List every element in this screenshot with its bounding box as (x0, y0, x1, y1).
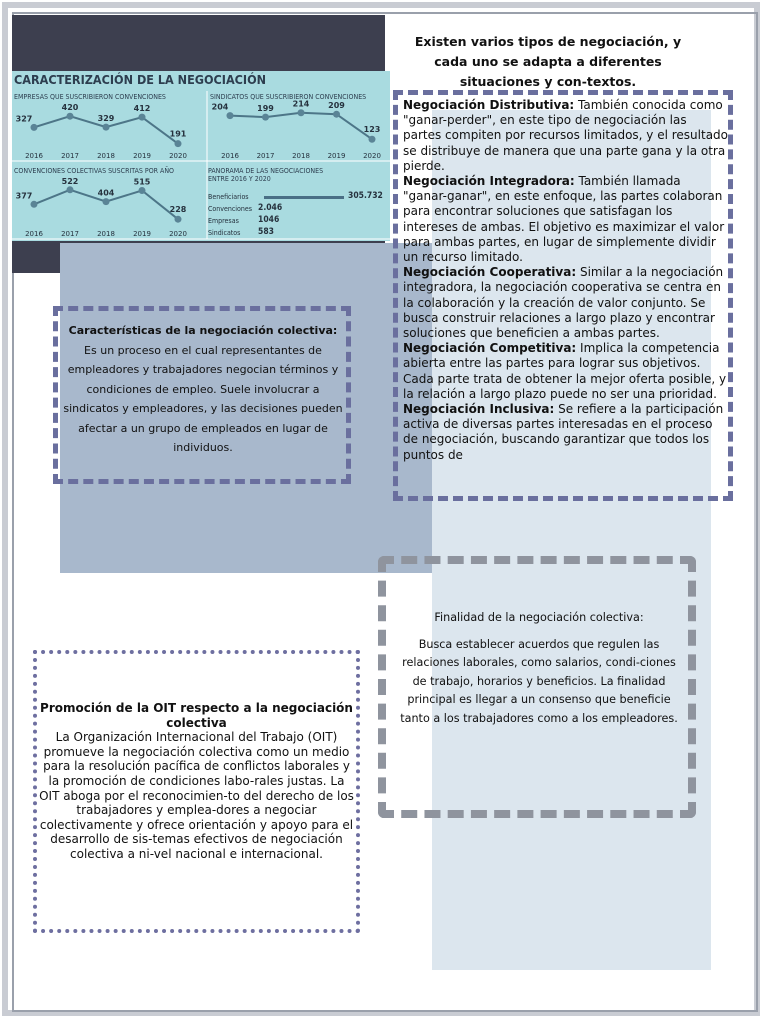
finalidad-content (394, 609, 684, 729)
infographic-title: CARACTERIZACIÓN DE LA NEGOCIACIÓN (14, 72, 267, 87)
year-tick-label: 2019 (133, 152, 151, 160)
data-label: 228 (169, 205, 187, 215)
year-tick-label: 2017 (61, 230, 79, 238)
promocion-box (33, 650, 360, 933)
data-point (175, 216, 182, 223)
negotiation-type-description: Implica la competencia abierta entre las partes para lograr sus objetivos. Cada parte trata de obtener la mejor oferta posible, y la relación a largo plazo puede no ser una prioridad. (403, 341, 727, 401)
negotiation-type-term: Negociación Integradora: (403, 174, 575, 189)
panorama-row-value: 1046 (258, 215, 280, 225)
year-tick-label: 2020 (169, 152, 187, 160)
infographic-charts (12, 71, 390, 241)
promocion-content (39, 701, 354, 862)
data-point (227, 112, 234, 119)
negotiation-type-term: Negociación Cooperativa: (403, 265, 577, 280)
data-label: 522 (61, 176, 79, 186)
data-label: 412 (133, 104, 151, 114)
data-label: 204 (211, 102, 229, 112)
data-point (31, 201, 38, 208)
convenciones-label: CONVENCIONES COLECTIVAS SUSCRITAS POR AÑO (14, 167, 175, 175)
negotiation-type-description: También conocida como "ganar-perder", en este tipo de negociación las partes compiten por recursos limitados, y el resultado se distribuye de manera que una parte gana y la otra pierde. (403, 98, 729, 173)
negotiation-types-text (403, 98, 728, 463)
panorama-row-label: Beneficiarios (208, 193, 249, 201)
data-point (31, 124, 38, 131)
data-label: 420 (61, 103, 79, 113)
year-tick-label: 2017 (256, 152, 275, 160)
data-point (369, 136, 376, 143)
promocion-body: La Organización Internacional del Trabajo (OIT) promueve la negociación colectiva como un medio para la resolución pacífica de conflictos laborales y la promoción de condiciones labo-rales justas. La OIT aboga por el reconocimien-to del derecho de los trabajadores y emplea-dores a negociar colectivamente y ofrece orientación y apoyo para el desarrollo de sis-temas efectivos de negociación colectiva a ni-vel nacional e internacional. (39, 730, 354, 861)
data-label: 123 (363, 125, 381, 135)
negotiation-type-description: Similar a la negociación integradora, la negociación cooperativa se centra en la colaboración y la creación de valor conjunto. Se busca construir relaciones a largo plazo y encontrar soluciones que beneficien a ambas partes. (403, 265, 724, 341)
data-point (262, 114, 269, 121)
panorama-row-label: Empresas (208, 217, 239, 225)
data-point (298, 109, 305, 116)
year-tick-label: 2020 (363, 152, 381, 160)
convenciones-chart (16, 177, 187, 238)
panorama-row-value: 583 (258, 227, 274, 237)
data-label: 327 (15, 114, 33, 124)
caracteristicas-body: Es un proceso en el cual representantes de empleadores y trabajadores negocian términos y condiciones de empleo. Suele involucrar a sindicatos y empleadores, y las decisiones pueden afectar a un grupo de empleados en lugar de individuos. (63, 343, 343, 454)
header-text: Existen varios tipos de negociación, y cada uno se adapta a diferentes situaciones y con-textos. (414, 34, 682, 89)
finalidad-title: Finalidad de la negociación colectiva: (434, 611, 644, 624)
negotiation-type-term: Negociación Competitiva: (403, 341, 577, 356)
infographic (12, 71, 390, 241)
panorama-bar (264, 196, 344, 199)
data-point (139, 187, 146, 194)
negotiation-type-description: También llamada "ganar-ganar", en este enfoque, las partes colaboran para encontrar soluciones que satisfagan los intereses de ambas. El objetivo es maximizar el valor para ambas partes, en lugar de simplemente dividir un recurso limitado. (403, 174, 725, 265)
year-tick-label: 2016 (25, 230, 43, 238)
data-point (139, 114, 146, 121)
empresas-chart (16, 103, 187, 160)
year-tick-label: 2018 (97, 230, 115, 238)
finalidad-box (378, 556, 696, 818)
year-tick-label: 2018 (292, 152, 310, 160)
data-point (67, 186, 74, 193)
data-label: 209 (328, 101, 345, 111)
panorama-label-1: PANORAMA DE LAS NEGOCIACIONES (208, 167, 324, 175)
data-label: 515 (133, 177, 151, 187)
data-label: 191 (169, 129, 187, 139)
year-tick-label: 2016 (25, 152, 43, 160)
panorama-label-2: ENTRE 2016 Y 2020 (208, 175, 271, 183)
panorama-row-label: Convenciones (208, 205, 253, 213)
panorama-row-label: Sindicatos (208, 229, 241, 237)
data-point (67, 113, 74, 120)
caracteristicas-box (53, 306, 351, 484)
data-label: 199 (257, 104, 274, 114)
sindicatos-label: SINDICATOS QUE SUSCRIBIERON CONVENCIONES (210, 93, 367, 101)
promocion-title: Promoción de la OIT respecto a la negociación colectiva (40, 701, 353, 730)
year-tick-label: 2018 (97, 152, 115, 160)
sindicatos-chart (212, 100, 381, 160)
data-label: 329 (97, 114, 115, 124)
data-point (103, 198, 110, 205)
data-label: 404 (97, 188, 115, 198)
negotiation-type-description: Se refiere a la participación activa de diversas partes interesadas en el proceso de negociación, buscando garantizar que todos los puntos de (403, 402, 724, 462)
year-tick-label: 2019 (133, 230, 151, 238)
year-tick-label: 2020 (169, 230, 187, 238)
negotiation-type-term: Negociación Distributiva: (403, 98, 575, 112)
panorama-row-value: 2.046 (258, 203, 283, 213)
data-label: 214 (292, 99, 310, 109)
year-tick-label: 2019 (327, 152, 346, 160)
series-line (230, 113, 372, 139)
negotiation-types-box (393, 90, 733, 501)
year-tick-label: 2017 (61, 152, 79, 160)
negotiation-type-term: Negociación Inclusiva: (403, 402, 555, 417)
finalidad-body: Busca establecer acuerdos que regulen las relaciones laborales, como salarios, condi-ciones de trabajo, horarios y beneficios. La finalidad principal es llegar a un consenso que beneficie tanto a los trabajadores como a los empleadores. (400, 637, 678, 725)
data-point (333, 111, 340, 118)
caracteristicas-title: Características de la negociación colectiva: (68, 324, 338, 337)
data-point (103, 124, 110, 131)
empresas-label: EMPRESAS QUE SUSCRIBIERON CONVENCIONES (14, 93, 166, 101)
panorama-row-value: 305.732 (348, 191, 383, 201)
data-point (175, 140, 182, 147)
data-label: 377 (15, 191, 33, 201)
caracteristicas-content (62, 321, 344, 458)
year-tick-label: 2016 (221, 152, 239, 160)
